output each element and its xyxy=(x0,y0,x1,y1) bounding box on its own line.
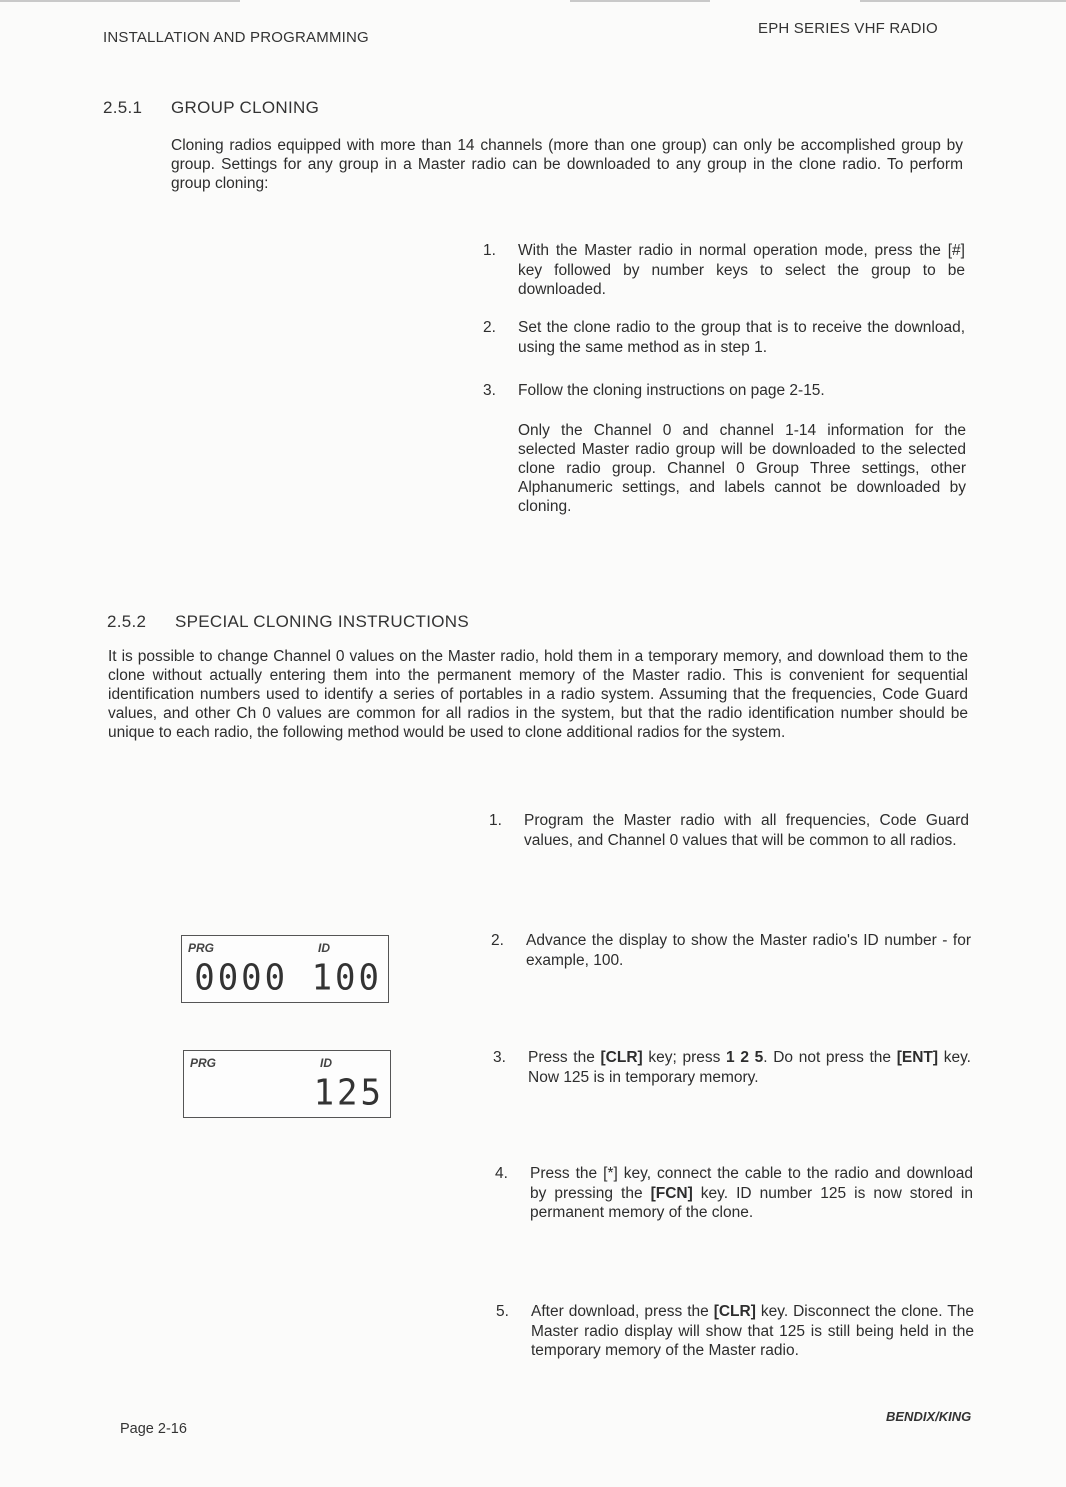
prg-indicator: PRG xyxy=(190,1056,217,1070)
header-left: INSTALLATION AND PROGRAMMING xyxy=(103,29,369,46)
section-number: 2.5.1 xyxy=(103,98,143,117)
header-right: EPH SERIES VHF RADIO xyxy=(758,20,938,37)
scan-edge-mark xyxy=(0,0,240,2)
scan-edge-mark xyxy=(570,0,710,2)
section-251-heading xyxy=(103,98,319,118)
lcd-display-temp-id xyxy=(183,1050,391,1118)
lcd-digits: 0000 100 xyxy=(194,957,382,999)
prg-indicator: PRG xyxy=(188,941,215,955)
group-cloning-note: Only the Channel 0 and channel 1-14 information for the selected Master radio group will be downloaded to the selected clone radio group. Channel 0 Group Three settings, other Alphanumeric settings, and labels cannot be downloaded by cloning. xyxy=(518,422,966,515)
scan-edge-mark xyxy=(860,0,1066,2)
lcd-display-master-id xyxy=(181,935,389,1003)
section-251-intro: Cloning radios equipped with more than 14 channels (more than one group) can only be accomplished group by group. Settings for any group in a Master radio can be downloaded to any group in the clone radio. To perform group cloning: xyxy=(171,137,963,192)
section-number: 2.5.2 xyxy=(107,612,147,631)
lcd-digits: 125 xyxy=(313,1072,384,1114)
section-title: SPECIAL CLONING INSTRUCTIONS xyxy=(175,612,469,631)
id-indicator: ID xyxy=(320,1056,332,1070)
section-title: GROUP CLONING xyxy=(171,98,320,117)
page-number: Page 2-16 xyxy=(120,1421,187,1437)
id-indicator: ID xyxy=(318,941,330,955)
section-252-heading xyxy=(107,612,469,632)
brand-logo-text: BENDIX/KING xyxy=(886,1409,972,1424)
section-252-intro: It is possible to change Channel 0 values on the Master radio, hold them in a temporary memory, and download them to the clone without actually entering them into the permanent memory of the Master radio. This is convenient for sequential identification numbers used to identify a series of portables in a radio system. Assuming that the frequencies, Code Guard values, and other Ch 0 values are common for all radios in the system, but that the radio identification number should be unique to each radio, the following method would be used to clone additional radios for the system. xyxy=(108,648,968,741)
